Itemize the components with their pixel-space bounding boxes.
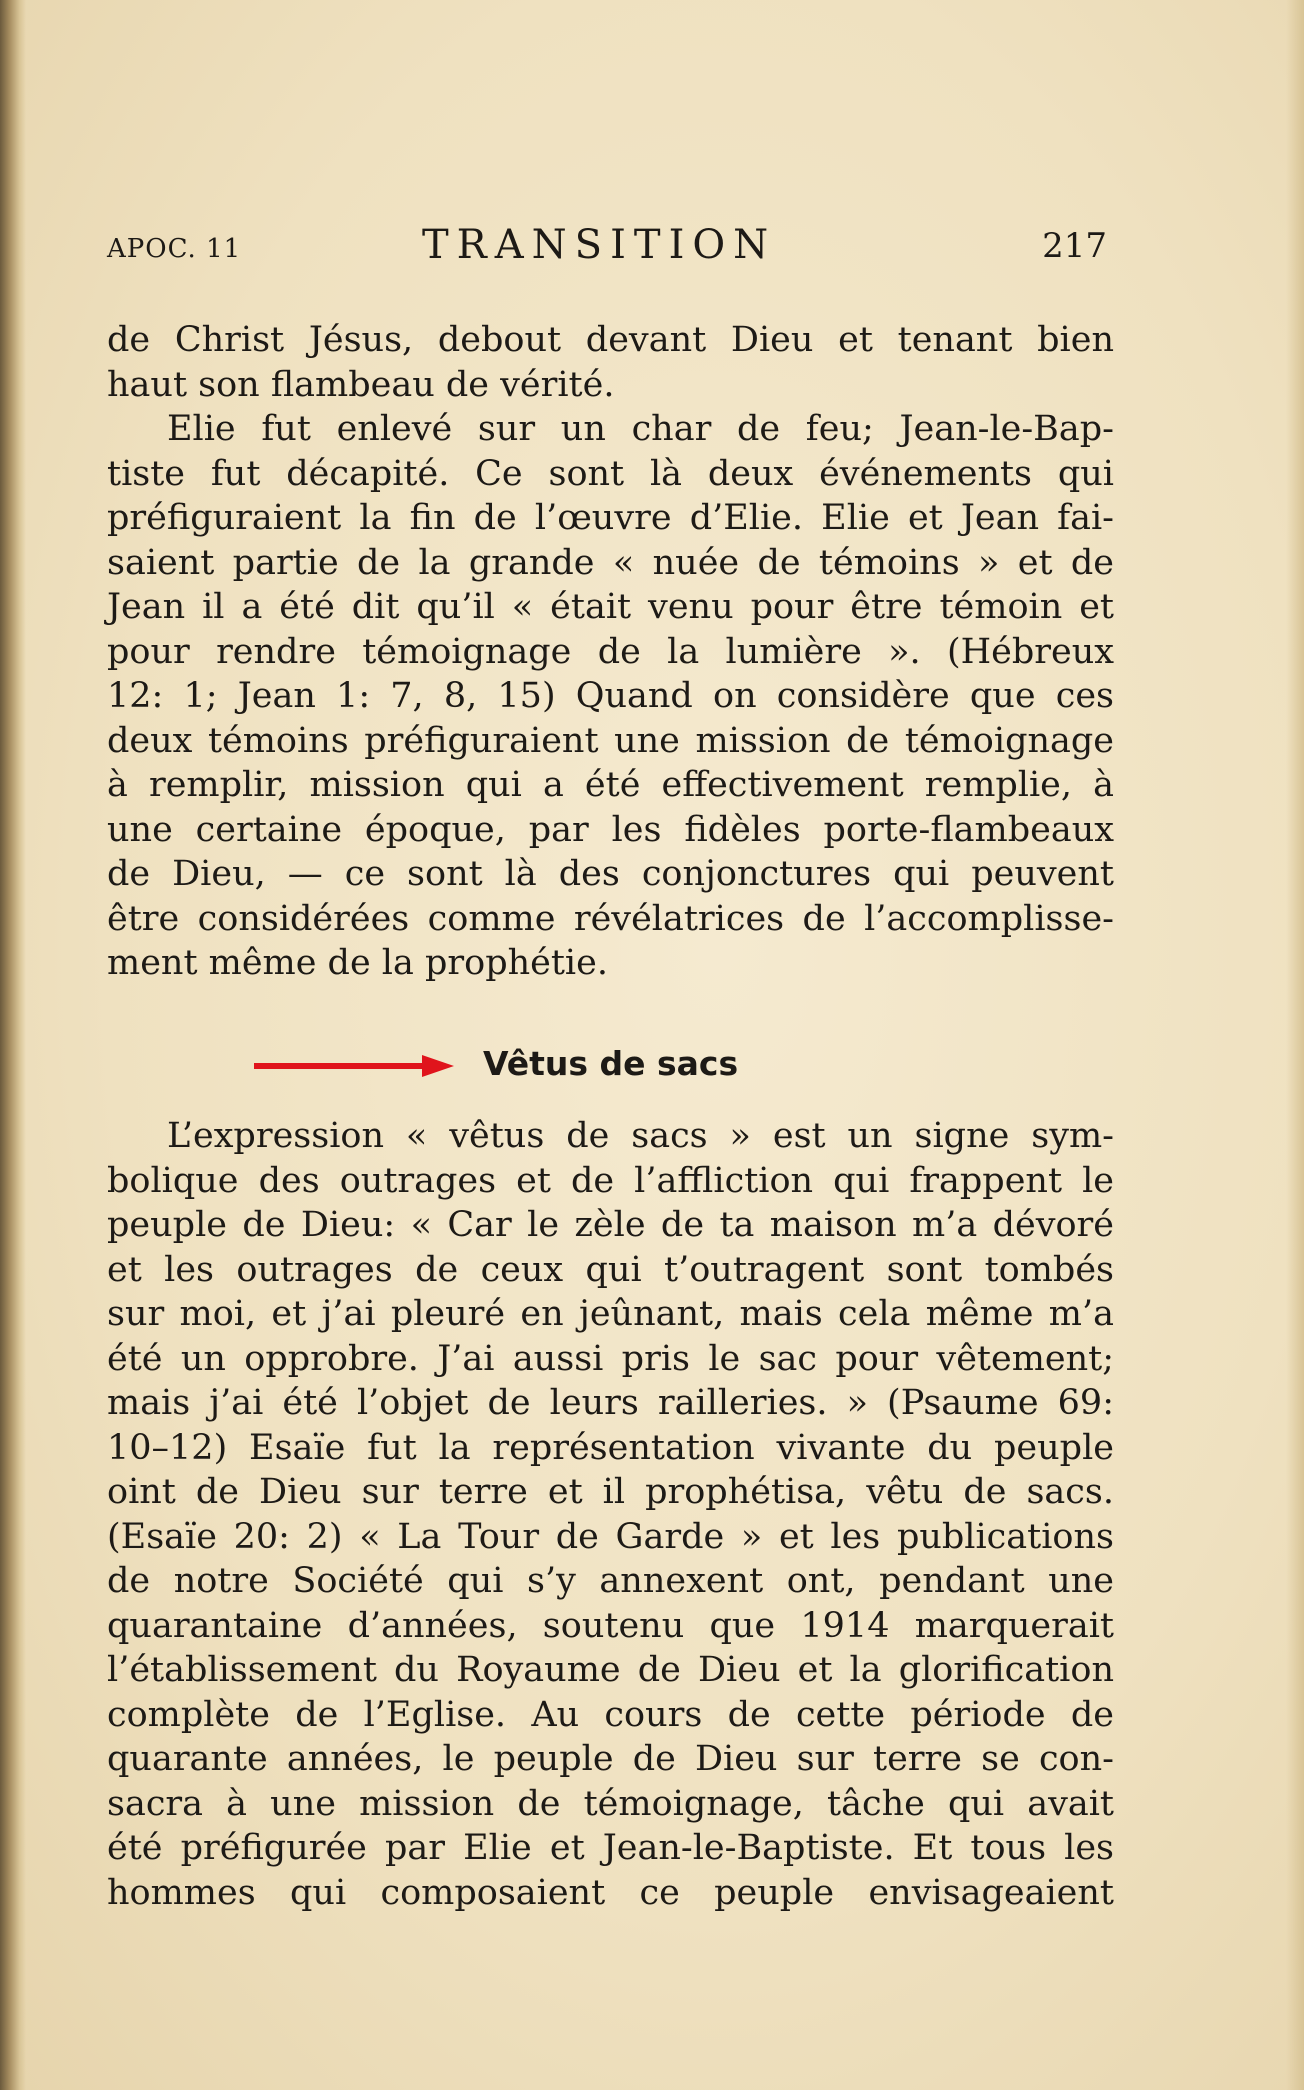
book-spine-shadow <box>0 0 26 2090</box>
text-line: bolique des outrages et de l’affliction qui frappent le <box>107 1160 1114 1201</box>
text-line: été préfigurée par Elie et Jean‐le‐Baptiste. Et tous les <box>107 1828 1114 1868</box>
header-chapter-ref: APOC. 11 <box>107 234 242 264</box>
page-edge <box>1286 0 1304 2090</box>
text-line: être considérées comme révélatrices de l’accomplisse‐ <box>107 898 1114 939</box>
text-line: été un opprobre. J’ai aussi pris le sac pour vêtement; <box>107 1338 1114 1379</box>
text-line: à remplir, mission qui a été effectivement remplie, à <box>107 765 1114 805</box>
page-number: 217 <box>1042 226 1107 266</box>
text-line: quarante années, le peuple de Dieu sur terre se con‐ <box>107 1739 1114 1779</box>
text-line: hommes qui composaient ce peuple envisageaient <box>107 1872 1114 1913</box>
running-header <box>107 222 1107 282</box>
text-line: ment même de la prophétie. <box>107 943 608 983</box>
text-line: quarantaine d’années, soutenu que 1914 marquerait <box>107 1605 1114 1646</box>
text-line: Jean il a été dit qu’il « était venu pour être témoin et <box>107 587 1114 627</box>
text-line: saient partie de la grande « nuée de témoins » et de <box>107 542 1114 583</box>
text-line: préfiguraient la fin de l’œuvre d’Elie. Elie et Jean fai‐ <box>107 498 1114 538</box>
text-line: Elie fut enlevé sur un char de feu; Jean‐le‐Bap‐ <box>167 409 1114 449</box>
text-line: haut son flambeau de vérité. <box>107 364 615 405</box>
text-line: (Esaïe 20: 2) « La Tour de Garde » et les publications <box>107 1516 1114 1557</box>
text-line: pour rendre témoignage de la lumière ». (Hébreux <box>107 631 1114 672</box>
header-title: TRANSITION <box>422 222 777 268</box>
red-arrow-icon <box>254 1053 454 1079</box>
text-line: oint de Dieu sur terre et il prophétisa, vêtu de sacs. <box>107 1472 1114 1512</box>
text-line: une certaine époque, par les fidèles porte‐flambeaux <box>107 809 1114 850</box>
text-line: peuple de Dieu: « Car le zèle de ta maison m’a dévoré <box>107 1205 1114 1245</box>
text-line: deux témoins préfiguraient une mission de témoignage <box>107 720 1114 761</box>
body-text-bottom <box>107 1114 1114 1915</box>
text-line: 12: 1; Jean 1: 7, 8, 15) Quand on considère que ces <box>107 676 1114 716</box>
text-line: tiste fut décapité. Ce sont là deux événements qui <box>107 453 1114 494</box>
text-line: l’établissement du Royaume de Dieu et la glorification <box>107 1650 1114 1690</box>
text-line: de Christ Jésus, debout devant Dieu et tenant bien <box>107 320 1114 360</box>
body-text-top <box>107 318 1114 986</box>
text-line: complète de l’Eglise. Au cours de cette période de <box>107 1694 1114 1735</box>
text-line: et les outrages de ceux qui t’outragent sont tombés <box>107 1249 1114 1290</box>
text-line: de Dieu, — ce sont là des conjonctures qui peuvent <box>107 854 1114 894</box>
section-heading: Vêtus de sacs <box>483 1044 739 1083</box>
text-line: mais j’ai été l’objet de leurs railleries. » (Psaume 69: <box>107 1383 1114 1423</box>
text-line: 10–12) Esaïe fut la représentation vivante du peuple <box>107 1427 1114 1468</box>
text-line: sur moi, et j’ai pleuré en jeûnant, mais cela même m’a <box>107 1294 1114 1334</box>
text-line: sacra à une mission de témoignage, tâche qui avait <box>107 1783 1114 1824</box>
text-line: L’expression « vêtus de sacs » est un signe sym‐ <box>167 1116 1114 1156</box>
text-line: de notre Société qui s’y annexent ont, pendant une <box>107 1561 1114 1601</box>
